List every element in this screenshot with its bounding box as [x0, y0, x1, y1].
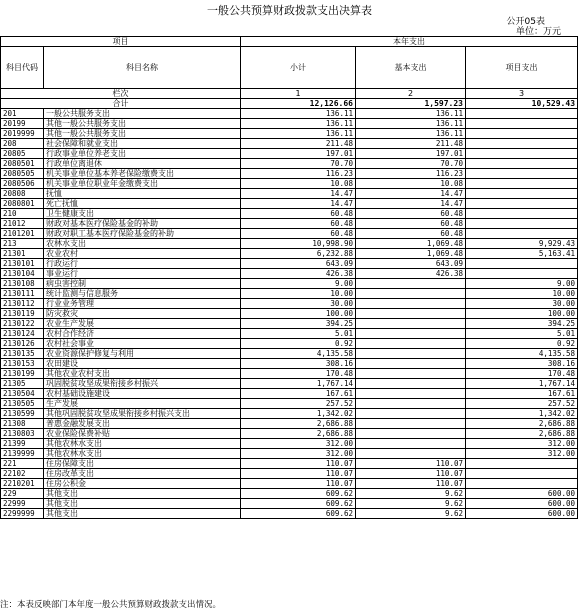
- row-basic: 9.62: [356, 499, 466, 509]
- row-basic: [356, 409, 466, 419]
- row-code: 229: [1, 489, 44, 499]
- row-code: 2130803: [1, 429, 44, 439]
- row-subtotal: 10.00: [241, 289, 356, 299]
- row-subtotal: 312.00: [241, 449, 356, 459]
- row-code: 2299999: [1, 509, 44, 519]
- row-name: 其他支出: [44, 499, 241, 509]
- row-code: 2101201: [1, 229, 44, 239]
- table-row: [1, 399, 578, 409]
- row-name: 其他农林水支出: [44, 439, 241, 449]
- row-subtotal: 167.61: [241, 389, 356, 399]
- table-row: [1, 389, 578, 399]
- total-row: [1, 99, 578, 109]
- row-code: 22999: [1, 499, 44, 509]
- table-row: [1, 259, 578, 269]
- row-code: 2130112: [1, 299, 44, 309]
- table-row: [1, 129, 578, 139]
- table-row: [1, 189, 578, 199]
- row-name: 巩固脱贫攻坚成果衔接乡村振兴: [44, 379, 241, 389]
- table-row: [1, 319, 578, 329]
- row-code: 2130504: [1, 389, 44, 399]
- row-project: 30.00: [466, 299, 578, 309]
- row-project: 167.61: [466, 389, 578, 399]
- header-row-1: [1, 37, 578, 47]
- row-code: 20808: [1, 189, 44, 199]
- row-name: 其他支出: [44, 489, 241, 499]
- row-project: 9.00: [466, 279, 578, 289]
- row-code: 2130135: [1, 349, 44, 359]
- row-subtotal: 609.62: [241, 489, 356, 499]
- row-subtotal: 60.48: [241, 209, 356, 219]
- row-code: 2130119: [1, 309, 44, 319]
- table-row: [1, 149, 578, 159]
- row-basic: 1,069.48: [356, 239, 466, 249]
- total-label: 合计: [1, 99, 241, 109]
- row-name: 一般公共服务支出: [44, 109, 241, 119]
- row-name: 农业农村: [44, 249, 241, 259]
- row-project: [466, 459, 578, 469]
- row-basic: [356, 379, 466, 389]
- row-project: 1,342.02: [466, 409, 578, 419]
- row-project: 2,686.88: [466, 429, 578, 439]
- row-project: 257.52: [466, 399, 578, 409]
- row-basic: 136.11: [356, 119, 466, 129]
- table-row: [1, 109, 578, 119]
- table-row: [1, 179, 578, 189]
- row-name: 机关事业单位职业年金缴费支出: [44, 179, 241, 189]
- row-code: 2210201: [1, 479, 44, 489]
- row-project: [466, 129, 578, 139]
- row-project: [466, 179, 578, 189]
- row-project: 600.00: [466, 509, 578, 519]
- table-row: [1, 499, 578, 509]
- row-code: 2080801: [1, 199, 44, 209]
- row-project: 312.00: [466, 449, 578, 459]
- row-name: 财政对基本医疗保险基金的补助: [44, 219, 241, 229]
- table-row: [1, 329, 578, 339]
- table-row: [1, 349, 578, 359]
- row-basic: 197.01: [356, 149, 466, 159]
- row-code: 21305: [1, 379, 44, 389]
- row-subtotal: 9.00: [241, 279, 356, 289]
- table-row: [1, 239, 578, 249]
- row-basic: [356, 359, 466, 369]
- row-name: 抚恤: [44, 189, 241, 199]
- row-code: 2130108: [1, 279, 44, 289]
- row-subtotal: 14.47: [241, 189, 356, 199]
- row-basic: 136.11: [356, 109, 466, 119]
- row-project: [466, 479, 578, 489]
- row-code: 2130153: [1, 359, 44, 369]
- table-row: [1, 409, 578, 419]
- row-basic: [356, 399, 466, 409]
- row-code: 21399: [1, 439, 44, 449]
- row-code: 2080506: [1, 179, 44, 189]
- row-subtotal: 394.25: [241, 319, 356, 329]
- row-subtotal: 308.16: [241, 359, 356, 369]
- row-subtotal: 211.48: [241, 139, 356, 149]
- table-row: [1, 509, 578, 519]
- row-subtotal: 257.52: [241, 399, 356, 409]
- row-subtotal: 136.11: [241, 129, 356, 139]
- footnote: 注：本表反映部门本年度一般公共预算财政拨款支出情况。: [0, 600, 222, 610]
- row-project: [466, 209, 578, 219]
- row-subtotal: 10.08: [241, 179, 356, 189]
- table-row: [1, 209, 578, 219]
- row-basic: 110.07: [356, 469, 466, 479]
- row-subtotal: 2,686.88: [241, 429, 356, 439]
- row-name: 农业保险保费补贴: [44, 429, 241, 439]
- table-row: [1, 439, 578, 449]
- row-basic: 60.48: [356, 229, 466, 239]
- row-basic: [356, 389, 466, 399]
- table-row: [1, 299, 578, 309]
- expenditure-table: [0, 36, 578, 519]
- report-title: 一般公共预算财政拨款支出决算表: [207, 4, 372, 17]
- row-project: [466, 269, 578, 279]
- row-subtotal: 110.07: [241, 459, 356, 469]
- row-subtotal: 60.48: [241, 229, 356, 239]
- row-subtotal: 100.00: [241, 309, 356, 319]
- row-project: 9,929.43: [466, 239, 578, 249]
- col-number-1: 1: [241, 89, 356, 99]
- row-subtotal: 14.47: [241, 199, 356, 209]
- row-code: 21301: [1, 249, 44, 259]
- row-name: 农业生产发展: [44, 319, 241, 329]
- row-subtotal: 426.38: [241, 269, 356, 279]
- table-row: [1, 169, 578, 179]
- table-row: [1, 249, 578, 259]
- row-basic: 60.48: [356, 209, 466, 219]
- row-basic: [356, 449, 466, 459]
- table-row: [1, 309, 578, 319]
- header-basic: 基本支出: [356, 47, 466, 89]
- row-subtotal: 197.01: [241, 149, 356, 159]
- total-basic: 1,597.23: [356, 99, 466, 109]
- row-basic: [356, 279, 466, 289]
- row-subtotal: 4,135.58: [241, 349, 356, 359]
- row-name: 机关事业单位基本养老保险缴费支出: [44, 169, 241, 179]
- row-project: 2,686.88: [466, 419, 578, 429]
- row-code: 213: [1, 239, 44, 249]
- row-subtotal: 6,232.88: [241, 249, 356, 259]
- row-subtotal: 136.11: [241, 119, 356, 129]
- row-name: 农村基础设施建设: [44, 389, 241, 399]
- row-name: 其他一般公共服务支出: [44, 119, 241, 129]
- row-basic: 60.48: [356, 219, 466, 229]
- row-code: 2130104: [1, 269, 44, 279]
- row-subtotal: 609.62: [241, 499, 356, 509]
- row-name: 农田建设: [44, 359, 241, 369]
- row-basic: 426.38: [356, 269, 466, 279]
- table-row: [1, 359, 578, 369]
- table-row: [1, 269, 578, 279]
- row-code: 2130599: [1, 409, 44, 419]
- row-project: 100.00: [466, 309, 578, 319]
- table-row: [1, 119, 578, 129]
- row-name: 其他一般公共服务支出: [44, 129, 241, 139]
- row-basic: 643.09: [356, 259, 466, 269]
- row-name: 农村合作经济: [44, 329, 241, 339]
- row-project: 170.48: [466, 369, 578, 379]
- row-basic: [356, 299, 466, 309]
- total-project: 10,529.43: [466, 99, 578, 109]
- row-code: 210: [1, 209, 44, 219]
- row-project: [466, 199, 578, 209]
- row-project: [466, 219, 578, 229]
- row-project: 0.92: [466, 339, 578, 349]
- row-name: 其他支出: [44, 509, 241, 519]
- row-code: 2130122: [1, 319, 44, 329]
- table-row: [1, 219, 578, 229]
- row-basic: [356, 289, 466, 299]
- table-row: [1, 339, 578, 349]
- row-code: 221: [1, 459, 44, 469]
- row-code: 21012: [1, 219, 44, 229]
- row-name: 死亡抚恤: [44, 199, 241, 209]
- row-name: 住房保障支出: [44, 459, 241, 469]
- table-row: [1, 139, 578, 149]
- row-name: 行政单位离退休: [44, 159, 241, 169]
- header-project: 项目: [1, 37, 241, 47]
- row-subtotal: 609.62: [241, 509, 356, 519]
- row-project: 10.00: [466, 289, 578, 299]
- table-row: [1, 279, 578, 289]
- table-row: [1, 159, 578, 169]
- header-code: 科目代码: [1, 47, 44, 89]
- row-project: [466, 259, 578, 269]
- row-basic: 9.62: [356, 489, 466, 499]
- row-subtotal: 312.00: [241, 439, 356, 449]
- row-project: [466, 189, 578, 199]
- table-row: [1, 479, 578, 489]
- row-basic: 136.11: [356, 129, 466, 139]
- table-row: [1, 469, 578, 479]
- row-name: 行业业务管理: [44, 299, 241, 309]
- row-subtotal: 110.07: [241, 479, 356, 489]
- row-name: 住房公积金: [44, 479, 241, 489]
- row-basic: [356, 369, 466, 379]
- table-row: [1, 199, 578, 209]
- row-basic: [356, 339, 466, 349]
- table-row: [1, 449, 578, 459]
- col-number-2: 2: [356, 89, 466, 99]
- row-project: 1,767.14: [466, 379, 578, 389]
- row-name: 普惠金融发展支出: [44, 419, 241, 429]
- total-subtotal: 12,126.66: [241, 99, 356, 109]
- row-name: 住房改革支出: [44, 469, 241, 479]
- row-subtotal: 136.11: [241, 109, 356, 119]
- row-subtotal: 2,686.88: [241, 419, 356, 429]
- row-basic: 9.62: [356, 509, 466, 519]
- row-subtotal: 60.48: [241, 219, 356, 229]
- row-name: 病虫害控制: [44, 279, 241, 289]
- row-code: 2130199: [1, 369, 44, 379]
- row-code: 2080501: [1, 159, 44, 169]
- row-project: [466, 139, 578, 149]
- row-project: [466, 469, 578, 479]
- row-basic: [356, 429, 466, 439]
- row-basic: 110.07: [356, 459, 466, 469]
- table-row: [1, 489, 578, 499]
- row-name: 卫生健康支出: [44, 209, 241, 219]
- row-project: 600.00: [466, 499, 578, 509]
- row-basic: 10.08: [356, 179, 466, 189]
- row-project: 600.00: [466, 489, 578, 499]
- row-name: 其他农业农村支出: [44, 369, 241, 379]
- table-row: [1, 419, 578, 429]
- row-name: 社会保障和就业支出: [44, 139, 241, 149]
- column-label: 栏次: [1, 89, 241, 99]
- col-number-3: 3: [466, 89, 578, 99]
- row-code: 2130124: [1, 329, 44, 339]
- table-row: [1, 379, 578, 389]
- unit-label: 单位：万元: [515, 27, 561, 37]
- row-name: 农林水支出: [44, 239, 241, 249]
- row-project: 5,163.41: [466, 249, 578, 259]
- row-name: 生产发展: [44, 399, 241, 409]
- form-code: 公开05表: [506, 17, 545, 27]
- row-basic: [356, 349, 466, 359]
- row-basic: 14.47: [356, 189, 466, 199]
- row-project: 4,135.58: [466, 349, 578, 359]
- row-subtotal: 643.09: [241, 259, 356, 269]
- table-row: [1, 289, 578, 299]
- row-name: 行政事业单位养老支出: [44, 149, 241, 159]
- row-code: 2019999: [1, 129, 44, 139]
- row-project: [466, 109, 578, 119]
- row-project: [466, 159, 578, 169]
- row-subtotal: 1,342.02: [241, 409, 356, 419]
- row-subtotal: 0.92: [241, 339, 356, 349]
- row-project: 308.16: [466, 359, 578, 369]
- row-code: 201: [1, 109, 44, 119]
- row-code: 2130101: [1, 259, 44, 269]
- row-basic: 70.70: [356, 159, 466, 169]
- row-basic: [356, 419, 466, 429]
- row-code: 2080505: [1, 169, 44, 179]
- row-basic: 14.47: [356, 199, 466, 209]
- header-current-year: 本年支出: [241, 37, 578, 47]
- row-basic: 110.07: [356, 479, 466, 489]
- row-code: 2139999: [1, 449, 44, 459]
- row-code: 2130505: [1, 399, 44, 409]
- row-basic: [356, 309, 466, 319]
- row-basic: 211.48: [356, 139, 466, 149]
- row-project: 312.00: [466, 439, 578, 449]
- row-code: 20805: [1, 149, 44, 159]
- table-row: [1, 229, 578, 239]
- row-code: 2130111: [1, 289, 44, 299]
- row-name: 其他农林水支出: [44, 449, 241, 459]
- row-name: 行政运行: [44, 259, 241, 269]
- row-code: 2130126: [1, 339, 44, 349]
- row-name: 农业资源保护修复与利用: [44, 349, 241, 359]
- row-basic: 1,069.48: [356, 249, 466, 259]
- table-row: [1, 369, 578, 379]
- header-subtotal: 小计: [241, 47, 356, 89]
- row-name: 农村社会事业: [44, 339, 241, 349]
- row-subtotal: 1,767.14: [241, 379, 356, 389]
- row-subtotal: 5.01: [241, 329, 356, 339]
- row-project: [466, 149, 578, 159]
- row-name: 统计监测与信息服务: [44, 289, 241, 299]
- row-code: 20199: [1, 119, 44, 129]
- row-subtotal: 110.07: [241, 469, 356, 479]
- column-number-row: [1, 89, 578, 99]
- row-basic: [356, 439, 466, 449]
- row-basic: [356, 329, 466, 339]
- table-row: [1, 429, 578, 439]
- row-subtotal: 10,998.90: [241, 239, 356, 249]
- row-subtotal: 30.00: [241, 299, 356, 309]
- row-basic: [356, 319, 466, 329]
- row-code: 21308: [1, 419, 44, 429]
- header-project-exp: 项目支出: [466, 47, 578, 89]
- row-project: 394.25: [466, 319, 578, 329]
- row-project: [466, 119, 578, 129]
- row-subtotal: 116.23: [241, 169, 356, 179]
- row-code: 22102: [1, 469, 44, 479]
- header-name: 科目名称: [44, 47, 241, 89]
- row-project: [466, 169, 578, 179]
- table-row: [1, 459, 578, 469]
- row-subtotal: 170.48: [241, 369, 356, 379]
- row-project: [466, 229, 578, 239]
- row-name: 事业运行: [44, 269, 241, 279]
- row-name: 其他巩固脱贫攻坚成果衔接乡村振兴支出: [44, 409, 241, 419]
- row-name: 防灾救灾: [44, 309, 241, 319]
- row-name: 财政对职工基本医疗保险基金的补助: [44, 229, 241, 239]
- row-basic: 116.23: [356, 169, 466, 179]
- header-row-2: [1, 47, 578, 89]
- row-subtotal: 70.70: [241, 159, 356, 169]
- row-project: 5.01: [466, 329, 578, 339]
- row-code: 208: [1, 139, 44, 149]
